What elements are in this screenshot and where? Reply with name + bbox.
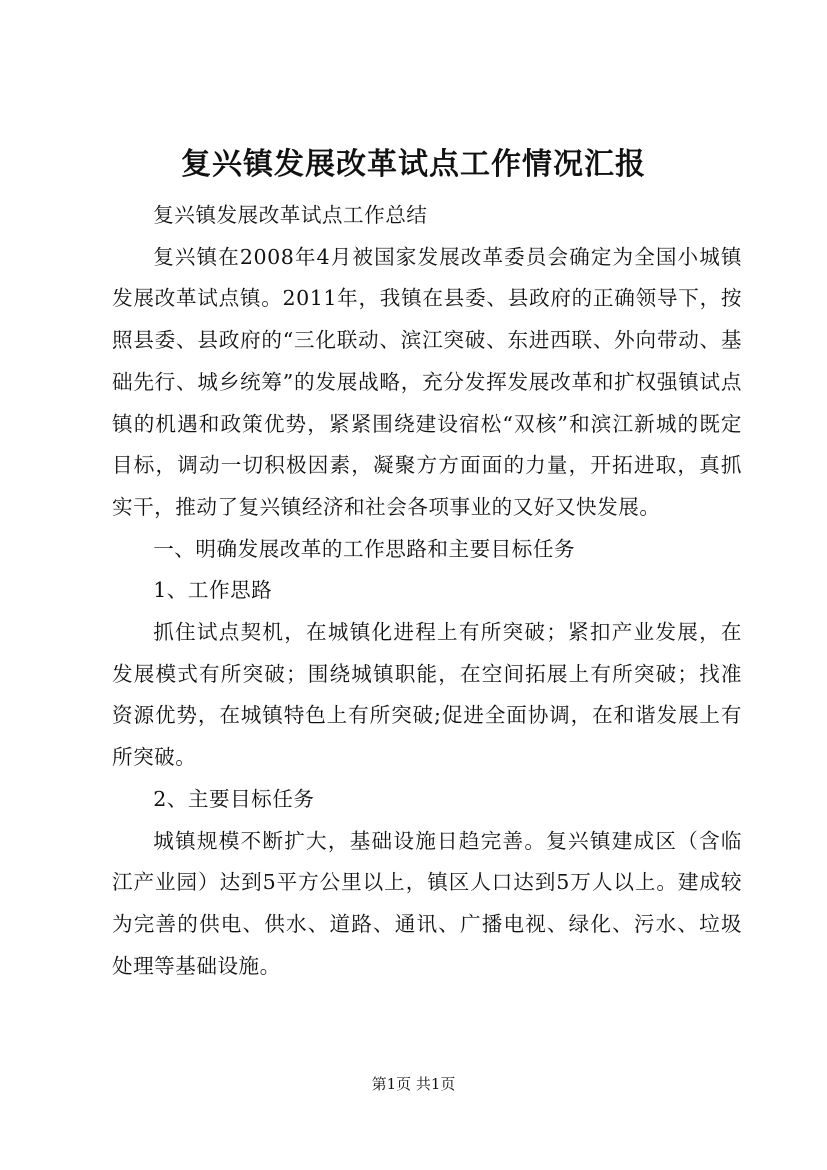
subsection-heading-1: 1、工作思路 bbox=[153, 578, 273, 603]
subtitle-paragraph: 复兴镇发展改革试点工作总结 bbox=[153, 203, 428, 227]
intro-paragraph: 复兴镇在2008年4月被国家发展改革委员会确定为全国小城镇发展改革试点镇。2011年，我镇在县委、县政府的正确领导下，按照县委、县政府的“三化联动、滨江突破、东进西联、外向带动、基础先行、城乡统筹”的发展战略，充分发挥发展改革和扩权强镇试点镇的机遇和政策优势，紧紧围绕建设宿松“双核”和滨江新城的既定目标，调动一切积极因素，凝聚方方面面的力量，开拓进取，真抓实干，推动了复兴镇经济和社会各项事业的又好又快发展。 bbox=[112, 244, 742, 519]
main-goals-paragraph: 城镇规模不断扩大，基础设施日趋完善。复兴镇建成区（含临江产业园）达到5平方公里以上，镇区人口达到5万人以上。建成较为完善的供电、供水、道路、通讯、广播电视、绿化、污水、垃圾处理等基础设施。 bbox=[112, 828, 742, 978]
work-approach-paragraph: 抓住试点契机，在城镇化进程上有所突破；紧扣产业发展，在发展模式有所突破；围绕城镇职能，在空间拓展上有所突破；找准资源优势，在城镇特色上有所突破;促进全面协调，在和谐发展上有所突破。 bbox=[112, 620, 742, 770]
section-heading-1: 一、明确发展改革的工作思路和主要目标任务 bbox=[153, 536, 576, 561]
subsection-heading-2: 2、主要目标任务 bbox=[153, 786, 315, 811]
document-title: 复兴镇发展改革试点工作情况汇报 bbox=[181, 147, 646, 182]
document-body bbox=[112, 195, 742, 987]
page-footer: 第1页 共1页 bbox=[371, 1075, 456, 1093]
